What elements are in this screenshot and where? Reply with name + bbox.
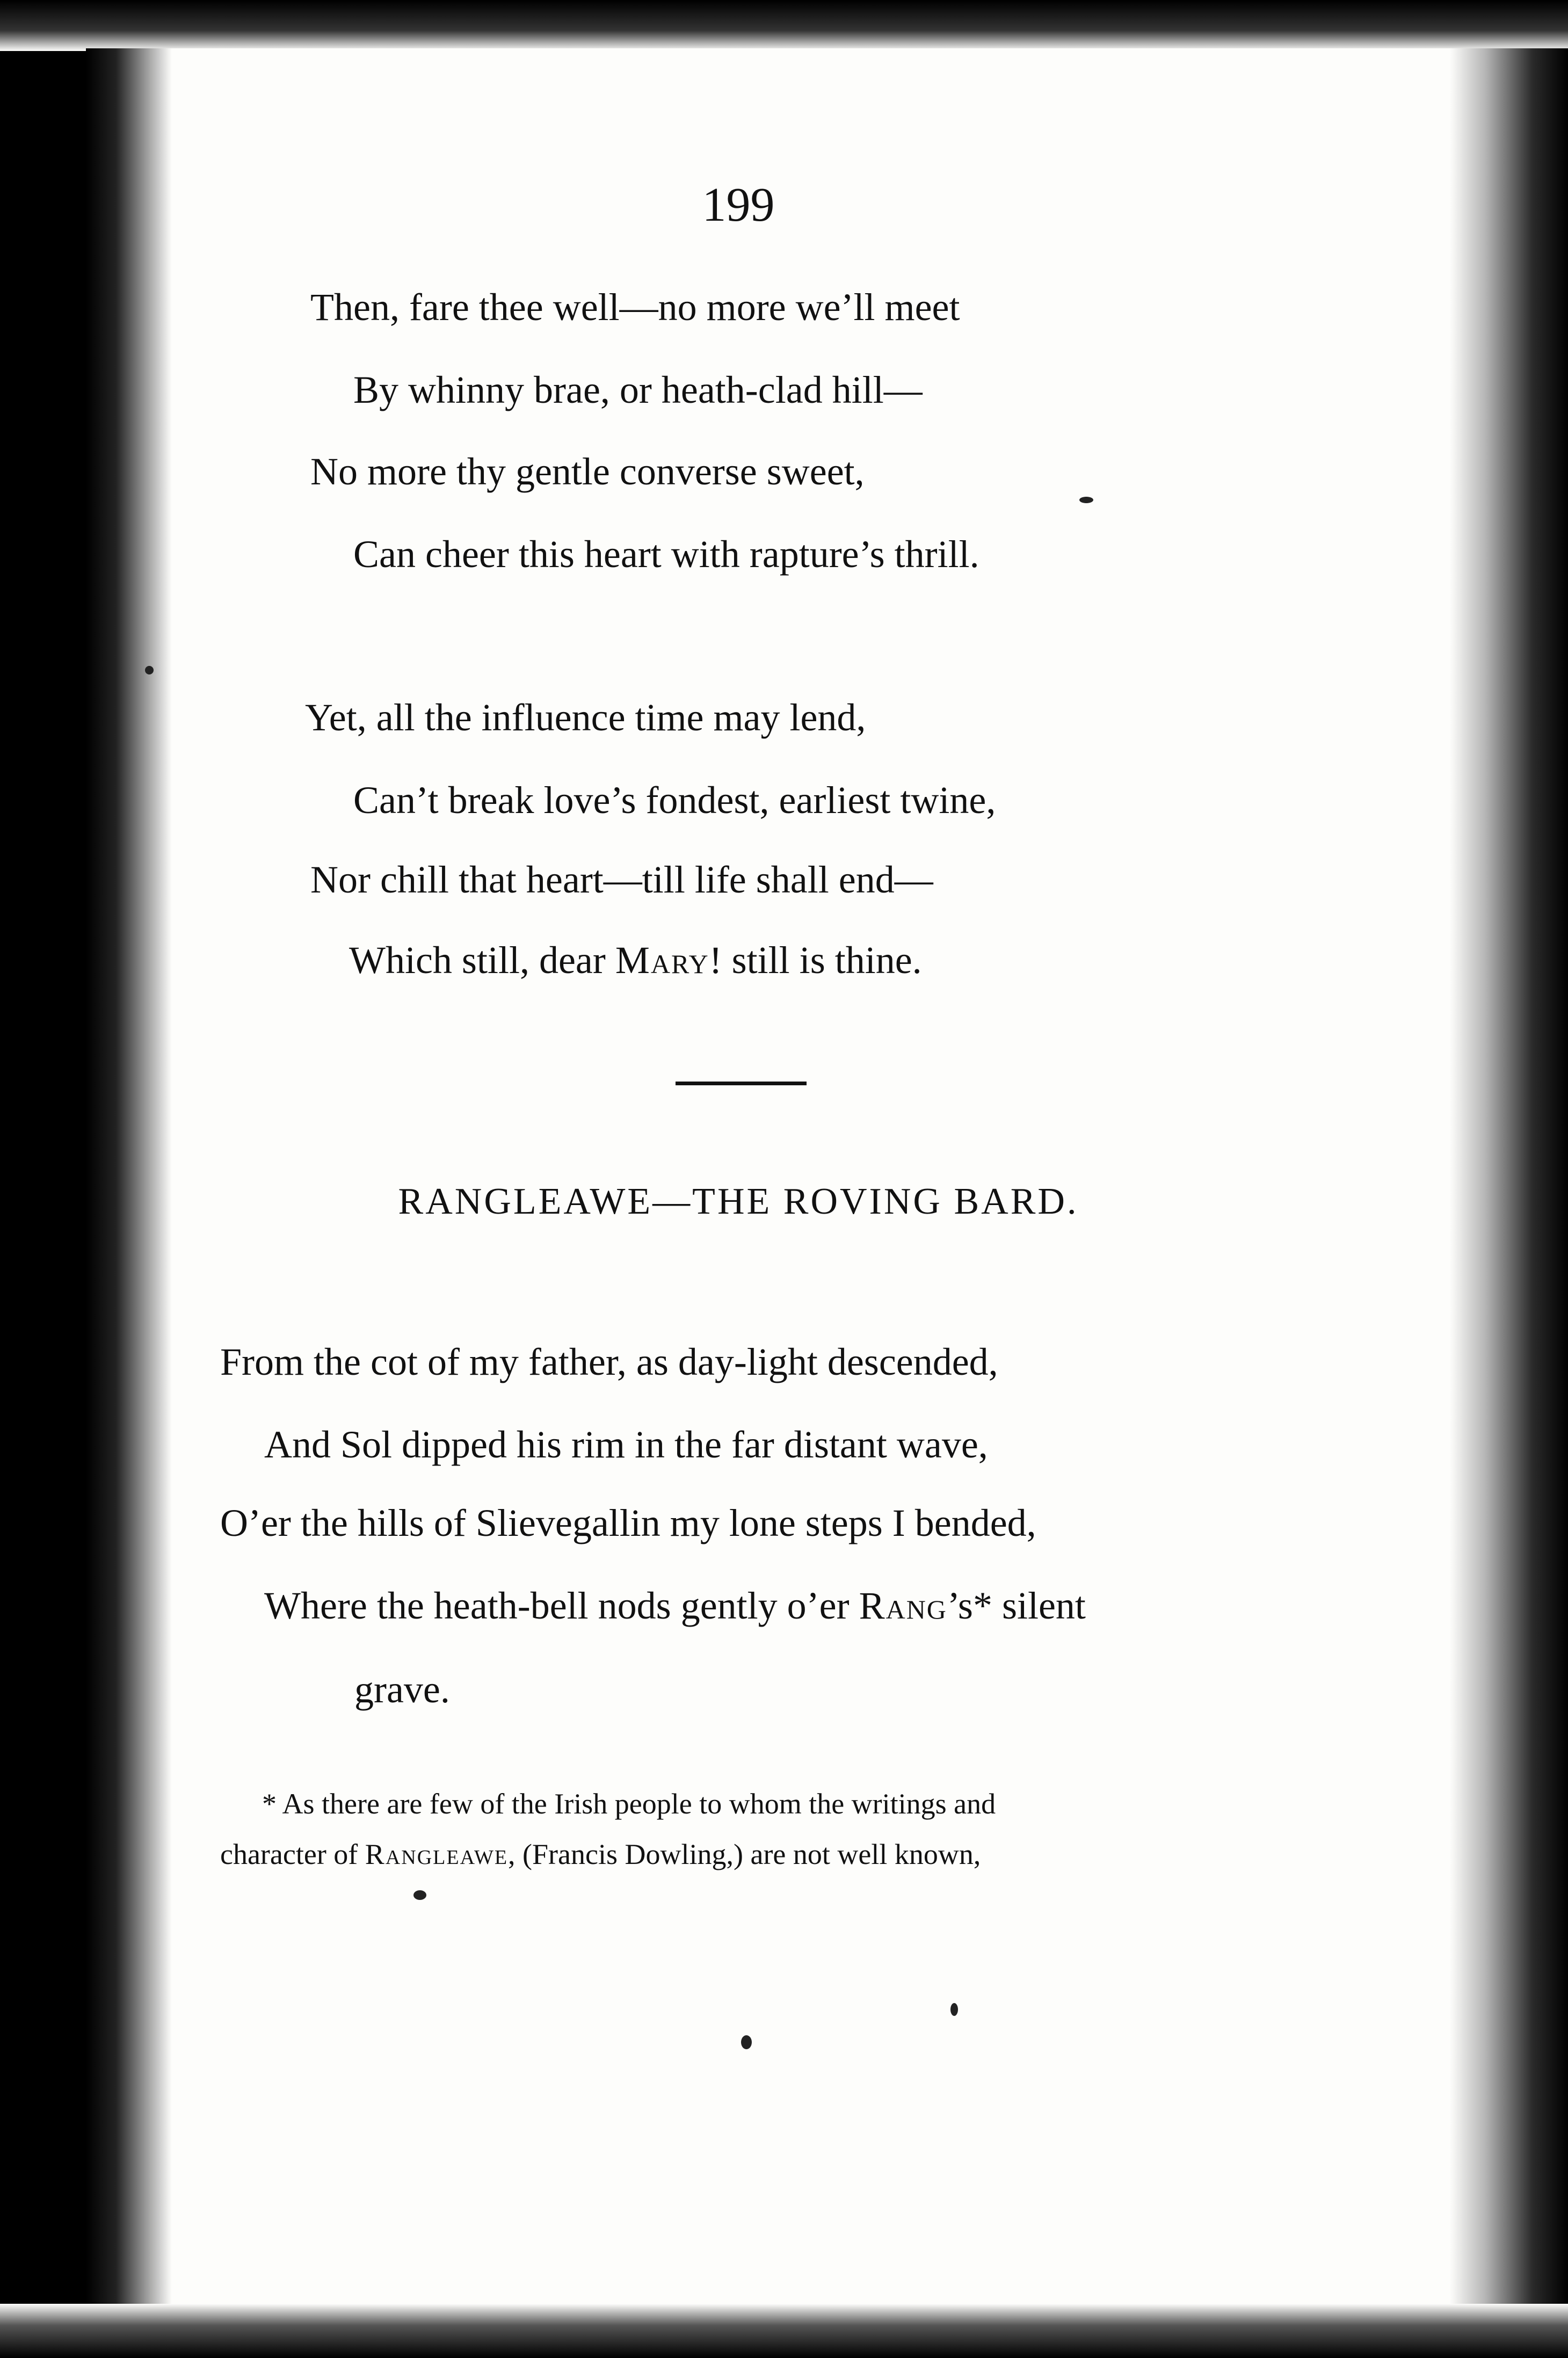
section-divider xyxy=(676,1082,807,1085)
poem-title: RANGLEAWE—THE ROVING BARD. xyxy=(398,1181,1079,1222)
verse-line: From the cot of my father, as day-light descended, xyxy=(220,1340,998,1383)
verse-line: Can’t break love’s fondest, earliest twine, xyxy=(353,779,996,822)
scan-speck xyxy=(741,2035,752,2049)
scan-edge-left xyxy=(86,48,172,2320)
verse-line: By whinny brae, or heath-clad hill— xyxy=(353,368,923,411)
scan-edge-bottom xyxy=(0,2304,1568,2358)
scan-speck xyxy=(145,666,154,674)
verse-line: No more thy gentle converse sweet, xyxy=(310,450,865,493)
verse-text: ’s* silent xyxy=(947,1584,1086,1627)
name-small-caps: Rang xyxy=(859,1584,947,1627)
verse-line xyxy=(264,1586,1086,1625)
scan-speck xyxy=(1079,497,1093,503)
verse-line: O’er the hills of Slievegallin my lone steps I bended, xyxy=(220,1501,1036,1544)
verse-line: Can cheer this heart with rapture’s thrill. xyxy=(353,533,979,576)
page-number: 199 xyxy=(702,178,775,231)
scan-speck xyxy=(950,2003,958,2016)
footnote-line xyxy=(220,1840,981,1869)
verse-line xyxy=(349,941,922,980)
verse-text: Which still, dear xyxy=(349,939,615,982)
verse-text: Where the heath-bell nods gently o’er xyxy=(264,1584,859,1627)
verse-line: And Sol dipped his rim in the far distant wave, xyxy=(264,1423,988,1466)
footnote-text: , (Francis Dowling,) are not well known, xyxy=(508,1838,981,1870)
verse-line: Yet, all the influence time may lend, xyxy=(305,696,866,739)
name-small-caps: Mary xyxy=(615,939,709,982)
scan-speck xyxy=(413,1890,426,1900)
scan-edge-right xyxy=(1450,48,1568,2320)
verse-line: grave. xyxy=(354,1668,450,1711)
scan-edge-top xyxy=(0,0,1568,51)
footnote-line: * As there are few of the Irish people to whom the writings and xyxy=(262,1788,996,1820)
verse-line: Nor chill that heart—till life shall end— xyxy=(310,858,933,901)
name-small-caps: Rangleawe xyxy=(365,1838,509,1870)
verse-line: Then, fare thee well—no more we’ll meet xyxy=(310,286,960,329)
footnote-text: character of xyxy=(220,1838,365,1870)
verse-text: ! still is thine. xyxy=(709,939,922,982)
